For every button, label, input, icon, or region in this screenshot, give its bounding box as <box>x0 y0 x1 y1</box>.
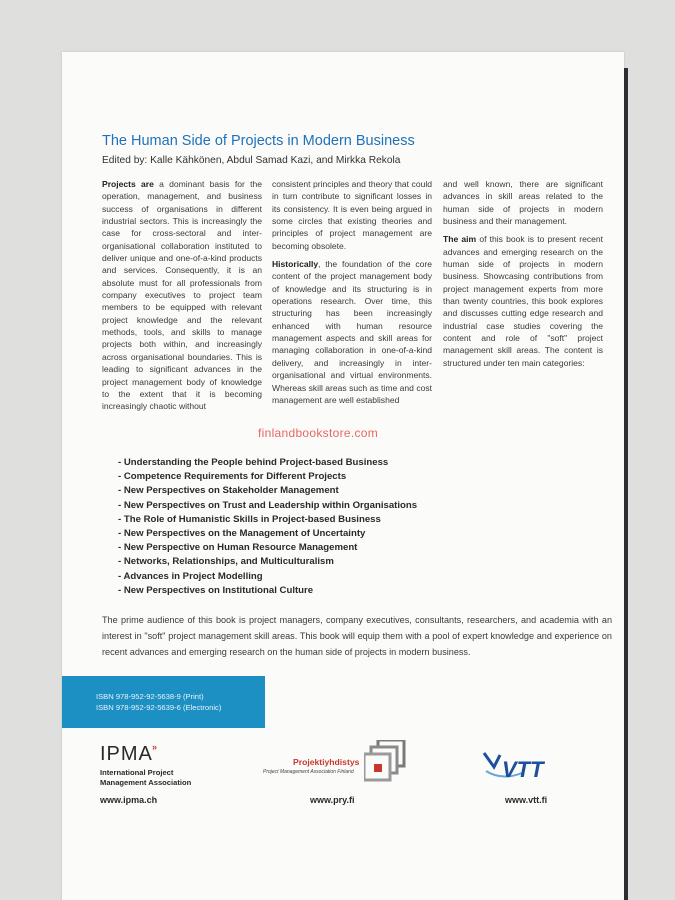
topic-item: - Understanding the People behind Project-based Business <box>118 457 389 468</box>
svg-text:»: » <box>152 742 158 752</box>
ipma-logo <box>100 741 160 765</box>
pry-name: Projektiyhdistys <box>293 757 360 767</box>
ipma-name-line1: International Project <box>100 768 174 777</box>
pry-subtitle: Project Management Association Finland <box>263 769 354 775</box>
lead-projects-are: Projects are <box>102 179 154 189</box>
isbn-electronic: ISBN 978-952-92-5639-6 (Electronic) <box>96 703 222 712</box>
lead-historically: Historically <box>272 259 319 270</box>
ipma-name <box>100 768 191 788</box>
topic-item: - The Role of Humanistic Skills in Project-based Business <box>118 513 381 525</box>
topic-item: - New Perspectives on Trust and Leadership within Organisations <box>118 499 418 511</box>
historically-paragraph <box>272 258 432 406</box>
ipma-logo-text: IPMA <box>100 743 153 765</box>
book-title: The Human Side of Projects in Modern Business <box>102 133 415 149</box>
isbn-print: ISBN 978-952-92-5638-9 (Print) <box>96 692 204 701</box>
topic-item: - Advances in Project Modelling <box>118 570 263 582</box>
lead-the-aim: The aim <box>443 234 477 245</box>
topic-item: - New Perspectives on the Management of Uncertainty <box>118 528 366 540</box>
aim-paragraph <box>443 233 603 369</box>
ipma-url: www.ipma.ch <box>100 795 158 805</box>
intro-paragraph <box>102 178 262 413</box>
vtt-logo-text: VTT <box>502 757 544 782</box>
well-known-paragraph: and well known, there are significant advances in skill areas related to the human side of projects in modern business and their management. <box>443 179 603 227</box>
aim-text: of this book is to present recent advances and emerging research on the human side of projects in modern business. Showcasing contributions from project management experts from more than twenty countries, this book explores and discusses cutting edge research and industrial case studies covering the content and role of "soft" project management skill areas. The content is structured under ten main categories: <box>443 234 603 368</box>
editors-line: Edited by: Kalle Kähkönen, Abdul Samad Kazi, and Mirkka Rekola <box>102 155 401 166</box>
text-column-2 <box>272 178 432 412</box>
isbn-box <box>62 676 265 728</box>
topic-item: - Competence Requirements for Different Projects <box>118 471 347 483</box>
topic-item: - New Perspectives on Institutional Culture <box>118 584 314 596</box>
historically-text: , the foundation of the core content of the project management body of knowledge and its structuring is in operations research. Over time, this structuring has been increasingly enhanced with human resource management aspects and skill areas for managing collaboration in one-of-a-kind delivery, and increasingly in inter-organisational and virtual environments. Whereas skill areas such as time and cost management are well established <box>272 259 432 405</box>
store-watermark: finlandbookstore.com <box>258 426 379 440</box>
text-column-1 <box>102 178 262 419</box>
intro-text: a dominant basis for the operation, management, and business success of organisations in different industrial sectors. This is increasingly the case for cross-sectoral and inter-organisational collaboration instituted to deliver unique and one-of-a-kind products and services. Consequently, it is an absolute must for all professionals from company executives to project team members to be equipped with relevant project knowledge and the relevant methods, tools, and skills to manage projects both within, and increasingly across organisational boundaries. This is leading to significant advances in the project management body of knowledge to the extent that it is becoming increasingly chaotic without <box>102 179 262 412</box>
topic-item: - New Perspectives on Stakeholder Management <box>118 485 339 497</box>
consistency-paragraph: consistent principles and theory that could in turn contribute to significant losses in its consistency. It is even being argued in some circles that existing theories and principles of project management are becoming obsolete. <box>272 179 432 251</box>
pry-url: www.pry.fi <box>310 795 355 805</box>
audience-paragraph: The prime audience of this book is project managers, company executives, consultants, researchers, and academia with an interest in "soft" project management skill areas. This book will equip them with a pool of expert knowledge and experience on recent advances and emerging research on the human side of projects in modern business. <box>102 615 612 657</box>
text-column-3 <box>443 178 603 375</box>
topic-item: - Networks, Relationships, and Multiculturalism <box>118 556 334 568</box>
vtt-logo <box>482 747 568 783</box>
topic-list <box>118 456 417 598</box>
ipma-name-line2: Management Association <box>100 778 192 787</box>
vtt-url: www.vtt.fi <box>505 795 548 805</box>
pry-logo-icon <box>364 740 406 782</box>
topic-item: - New Perspective on Human Resource Management <box>118 542 358 554</box>
